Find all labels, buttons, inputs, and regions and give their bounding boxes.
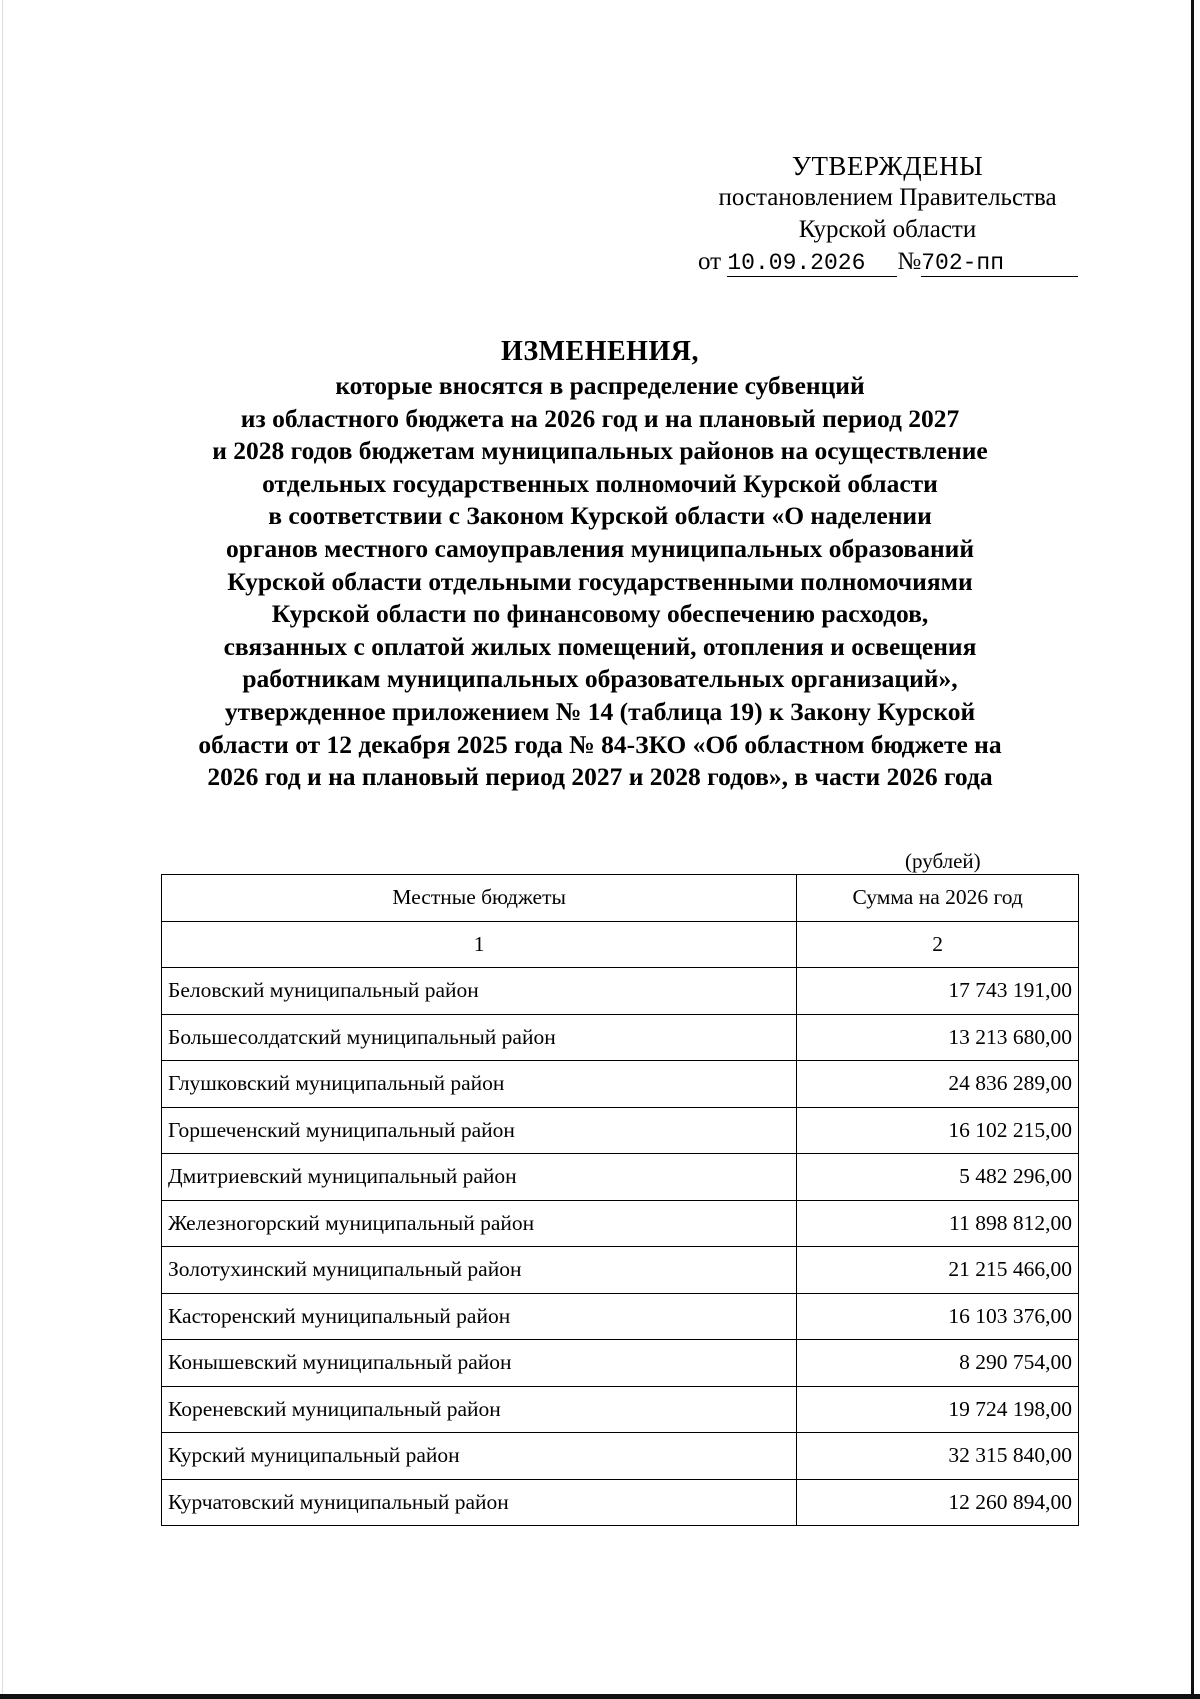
scan-edge-bottom (0, 1694, 1200, 1699)
subtitle-line: области от 12 декабря 2025 года № 84-ЗКО «Об областном бюджете на (198, 729, 1002, 759)
table-row (162, 1154, 1079, 1201)
table-row (162, 1340, 1079, 1387)
subtitle-line: из областного бюджета на 2026 год и на плановый период 2027 (240, 403, 960, 433)
amount: 21 215 466,00 (797, 1247, 1079, 1294)
approval-number: 702-пп (921, 250, 1078, 277)
approval-heading: УТВЕРЖДЕНЫ (791, 151, 984, 181)
district-name: Курчатовский муниципальный район (162, 1479, 797, 1526)
district-name: Курский муниципальный район (162, 1433, 797, 1480)
approval-line-2: Курской области (798, 216, 977, 243)
subtitle-line: 2026 год и на плановый период 2027 и 2028 годов», в части 2026 года (207, 762, 993, 792)
header-local-budgets: Местные бюджеты (162, 875, 797, 922)
district-name: Беловский муниципальный район (162, 968, 797, 1015)
approval-line-1: постановлением Правительства (718, 184, 1057, 211)
table-row (162, 1061, 1079, 1108)
table-row (162, 1247, 1079, 1294)
subtitle-line: Курской области отдельными государственными полномочиями (227, 566, 973, 596)
subtitle-line: которые вносятся в распределение субвенций (335, 371, 865, 400)
amount: 13 213 680,00 (797, 1014, 1079, 1061)
subtitle-line: отдельных государственных полномочий Курской области (262, 468, 938, 498)
district-name: Большесолдатский муниципальный район (162, 1014, 797, 1061)
column-number-1: 1 (162, 921, 797, 968)
approval-block (690, 150, 1085, 278)
subtitle-line: утвержденное приложением № 14 (таблица 19) к Закону Курской (224, 696, 976, 726)
district-name: Глушковский муниципальный район (162, 1061, 797, 1108)
table-row (162, 1433, 1079, 1480)
district-name: Касторенский муниципальный район (162, 1293, 797, 1340)
approval-date: 10.09.2026 (727, 250, 897, 277)
amount: 12 260 894,00 (797, 1479, 1079, 1526)
amount: 17 743 191,00 (797, 968, 1079, 1015)
subtitle-line: в соответствии с Законом Курской области «О наделении (268, 501, 932, 531)
subtitle-line: и 2028 годов бюджетам муниципальных районов на осуществление (212, 436, 988, 466)
document-title: ИЗМЕНЕНИЯ, (501, 336, 699, 367)
amount: 11 898 812,00 (797, 1200, 1079, 1247)
subtitle-line: работникам муниципальных образовательных организаций», (242, 664, 958, 694)
amount: 16 103 376,00 (797, 1293, 1079, 1340)
units-label: (рублей) (905, 849, 981, 873)
table-row (162, 1386, 1079, 1433)
scan-edge-right (1191, 0, 1194, 1699)
amount: 8 290 754,00 (797, 1340, 1079, 1387)
column-number-2: 2 (797, 921, 1079, 968)
scan-edge-left (2, 0, 3, 1699)
district-name: Дмитриевский муниципальный район (162, 1154, 797, 1201)
district-name: Железногорский муниципальный район (162, 1200, 797, 1247)
document-subtitle (150, 370, 1050, 794)
column-number-row (162, 921, 1079, 968)
approval-date-line (690, 246, 1085, 278)
table-row (162, 1200, 1079, 1247)
amount: 16 102 215,00 (797, 1107, 1079, 1154)
number-prefix: № (897, 248, 922, 275)
date-prefix: от (698, 248, 722, 275)
header-amount: Сумма на 2026 год (797, 875, 1079, 922)
district-name: Кореневский муниципальный район (162, 1386, 797, 1433)
district-name: Конышевский муниципальный район (162, 1340, 797, 1387)
district-name: Золотухинский муниципальный район (162, 1247, 797, 1294)
subtitle-line: Курской области по финансовому обеспечению расходов, (271, 599, 929, 629)
table-row (162, 1014, 1079, 1061)
table-row (162, 1293, 1079, 1340)
amount: 5 482 296,00 (797, 1154, 1079, 1201)
table-row (162, 968, 1079, 1015)
table-header-row (162, 875, 1079, 922)
subtitle-line: связанных с оплатой жилых помещений, отопления и освещения (223, 631, 977, 661)
amount: 24 836 289,00 (797, 1061, 1079, 1108)
table-row (162, 1107, 1079, 1154)
district-name: Горшеченский муниципальный район (162, 1107, 797, 1154)
amount: 19 724 198,00 (797, 1386, 1079, 1433)
table-row (162, 1479, 1079, 1526)
amount: 32 315 840,00 (797, 1433, 1079, 1480)
subtitle-line: органов местного самоуправления муниципальных образований (225, 533, 975, 563)
budget-table (161, 874, 1079, 1526)
